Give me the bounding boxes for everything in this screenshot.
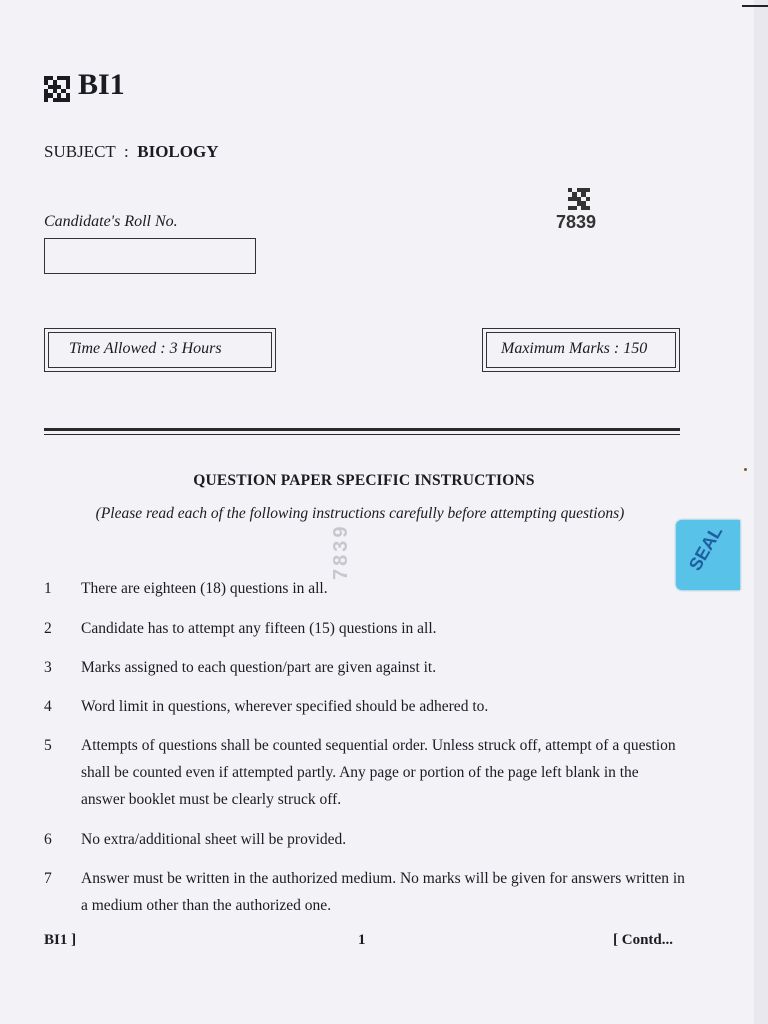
divider-thin — [44, 434, 680, 435]
seal-sticker — [676, 520, 740, 590]
paper-number: 7839 — [556, 212, 597, 232]
scan-mark — [742, 5, 768, 7]
paper-number-watermark: 7839 — [330, 523, 352, 580]
subject-separator: : — [124, 142, 129, 161]
page-edge — [754, 0, 768, 1024]
footer-paper-code: BI1 ] — [44, 932, 77, 948]
instruction-text: Attempts of questions shall be counted sequential order. Unless struck off, attempt of a question shall be counted even if attempted partly. Any page or portion of the page left blank in the answer booklet must be clearly struck off. — [81, 737, 676, 808]
instruction-text: Answer must be written in the authorized medium. No marks will be given for answers written in a medium other than the authorized one. — [81, 870, 685, 914]
roll-number-box — [44, 238, 256, 274]
instruction-number: 7 — [44, 870, 52, 887]
instruction-text: There are eighteen (18) questions in all. — [81, 580, 328, 597]
paper-qr-icon — [568, 188, 590, 210]
instruction-number: 2 — [44, 620, 52, 637]
subject-line — [44, 142, 218, 162]
instruction-text: Candidate has to attempt any fifteen (15) questions in all. — [81, 620, 437, 637]
stray-mark — [744, 468, 747, 471]
footer-continued: [ Contd... — [613, 932, 674, 948]
instruction-text: Marks assigned to each question/part are given against it. — [81, 659, 437, 676]
instruction-text: Word limit in questions, wherever specified should be adhered to. — [81, 698, 489, 715]
instructions-heading: QUESTION PAPER SPECIFIC INSTRUCTIONS — [193, 472, 535, 489]
subject-label: SUBJECT — [44, 142, 116, 161]
instruction-number: 3 — [44, 659, 52, 676]
time-allowed-box — [44, 328, 276, 372]
qr-code-icon — [44, 76, 70, 102]
maximum-marks-text: Maximum Marks : 150 — [501, 340, 648, 357]
paper-code-title: BI1 — [78, 68, 125, 101]
instruction-number: 1 — [44, 580, 52, 597]
seal-text: SEAL — [684, 522, 727, 575]
footer-page-number: 1 — [358, 932, 366, 948]
instruction-number: 5 — [44, 737, 52, 754]
maximum-marks-box — [482, 328, 680, 372]
time-allowed-text: Time Allowed : 3 Hours — [69, 340, 222, 357]
instruction-text: No extra/additional sheet will be provided. — [81, 831, 347, 848]
divider-thick — [44, 428, 680, 431]
roll-number-label: Candidate's Roll No. — [44, 213, 178, 230]
instructions-subheading: (Please read each of the following instructions carefully before attempting questions) — [95, 505, 625, 522]
subject-value: BIOLOGY — [137, 142, 219, 161]
instruction-number: 6 — [44, 831, 52, 848]
instruction-number: 4 — [44, 698, 52, 715]
